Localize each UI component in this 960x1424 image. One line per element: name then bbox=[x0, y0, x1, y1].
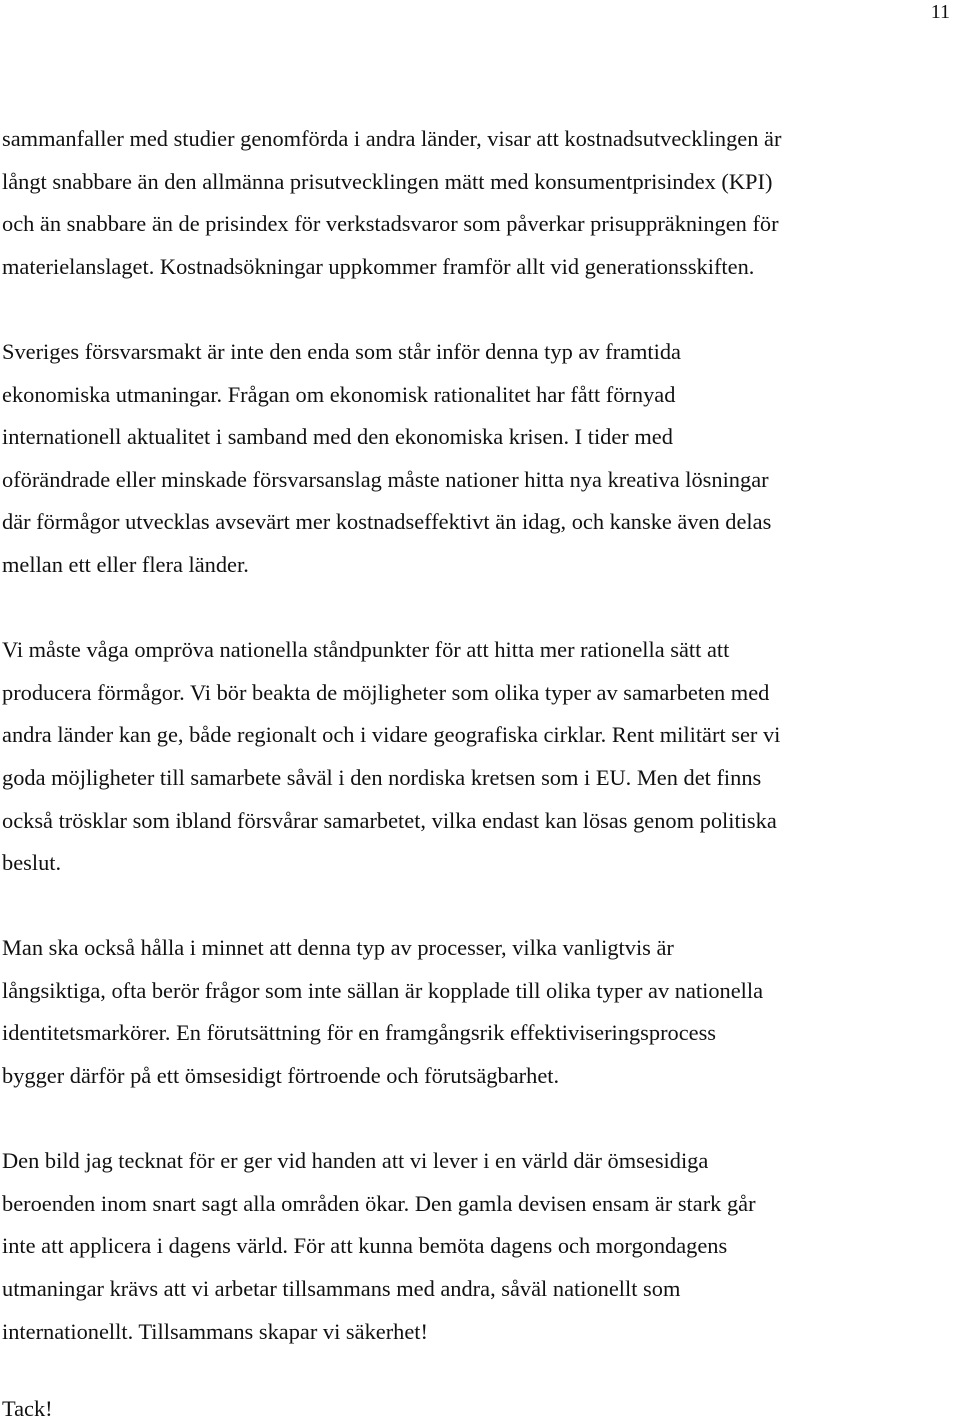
text-line: producera förmågor. Vi bör beakta de möjligheter som olika typer av samarbeten med bbox=[2, 679, 770, 705]
text-line: beslut. bbox=[2, 850, 62, 876]
text-line: internationell aktualitet i samband med den ekonomiska krisen. I tider med bbox=[2, 424, 673, 450]
text-line: Den bild jag tecknat för er ger vid handen att vi lever i en värld där ömsesidiga bbox=[2, 1148, 709, 1174]
text-line: långsiktiga, ofta berör frågor som inte sällan är kopplade till olika typer av nationella bbox=[2, 977, 764, 1003]
paragraph-2 bbox=[2, 331, 952, 587]
text-line: också trösklar som ibland försvårar samarbetet, vilka endast kan lösas genom politiska bbox=[2, 807, 777, 833]
text-line: materielanslaget. Kostnadsökningar uppkommer framför allt vid generationsskiften. bbox=[2, 253, 755, 279]
text-line: internationellt. Tillsammans skapar vi säkerhet! bbox=[2, 1318, 428, 1344]
text-line: andra länder kan ge, både regionalt och i vidare geografiska cirklar. Rent militärt ser vi bbox=[2, 722, 781, 748]
text-line: ekonomiska utmaningar. Frågan om ekonomisk rationalitet har fått förnyad bbox=[2, 381, 676, 407]
text-line: bygger därför på ett ömsesidigt förtroende och förutsägbarhet. bbox=[2, 1063, 560, 1089]
text-line: mellan ett eller flera länder. bbox=[2, 551, 249, 577]
paragraph-4 bbox=[2, 927, 952, 1097]
page-number: 11 bbox=[930, 1, 950, 23]
text-line: goda möjligheter till samarbete såväl i den nordiska kretsen som i EU. Men det finns bbox=[2, 764, 762, 790]
text-line: identitetsmarkörer. En förutsättning för en framgångsrik effektiviseringsprocess bbox=[2, 1020, 717, 1046]
paragraph-5 bbox=[2, 1140, 952, 1353]
text-line: där förmågor utvecklas avsevärt mer kostnadseffektivt än idag, och kanske även delas bbox=[2, 509, 772, 535]
document-body bbox=[2, 118, 952, 1353]
text-line: oförändrade eller minskade försvarsanslag måste nationer hitta nya kreativa lösningar bbox=[2, 466, 769, 492]
text-line: sammanfaller med studier genomförda i andra länder, visar att kostnadsutvecklingen är bbox=[2, 126, 782, 151]
paragraph-1 bbox=[2, 118, 952, 288]
text-line: utmaningar krävs att vi arbetar tillsammans med andra, såväl nationellt som bbox=[2, 1276, 681, 1302]
text-line: beroenden inom snart sagt alla områden ökar. Den gamla devisen ensam är stark går bbox=[2, 1190, 756, 1216]
text-line: och än snabbare än de prisindex för verkstadsvaror som påverkar prisuppräkningen för bbox=[2, 211, 779, 237]
text-line: inte att applicera i dagens värld. För att kunna bemöta dagens och morgondagens bbox=[2, 1233, 728, 1259]
closing-remark: Tack! bbox=[2, 1396, 53, 1421]
text-line: Sveriges försvarsmakt är inte den enda som står inför denna typ av framtida bbox=[2, 338, 681, 364]
text-line: Man ska också hålla i minnet att denna typ av processer, vilka vanligtvis är bbox=[2, 935, 674, 961]
text-line: långt snabbare än den allmänna prisutvecklingen mätt med konsumentprisindex (KPI) bbox=[2, 168, 773, 194]
paragraph-3 bbox=[2, 629, 952, 885]
text-line: Vi måste våga ompröva nationella ståndpunkter för att hitta mer rationella sätt att bbox=[2, 637, 730, 663]
